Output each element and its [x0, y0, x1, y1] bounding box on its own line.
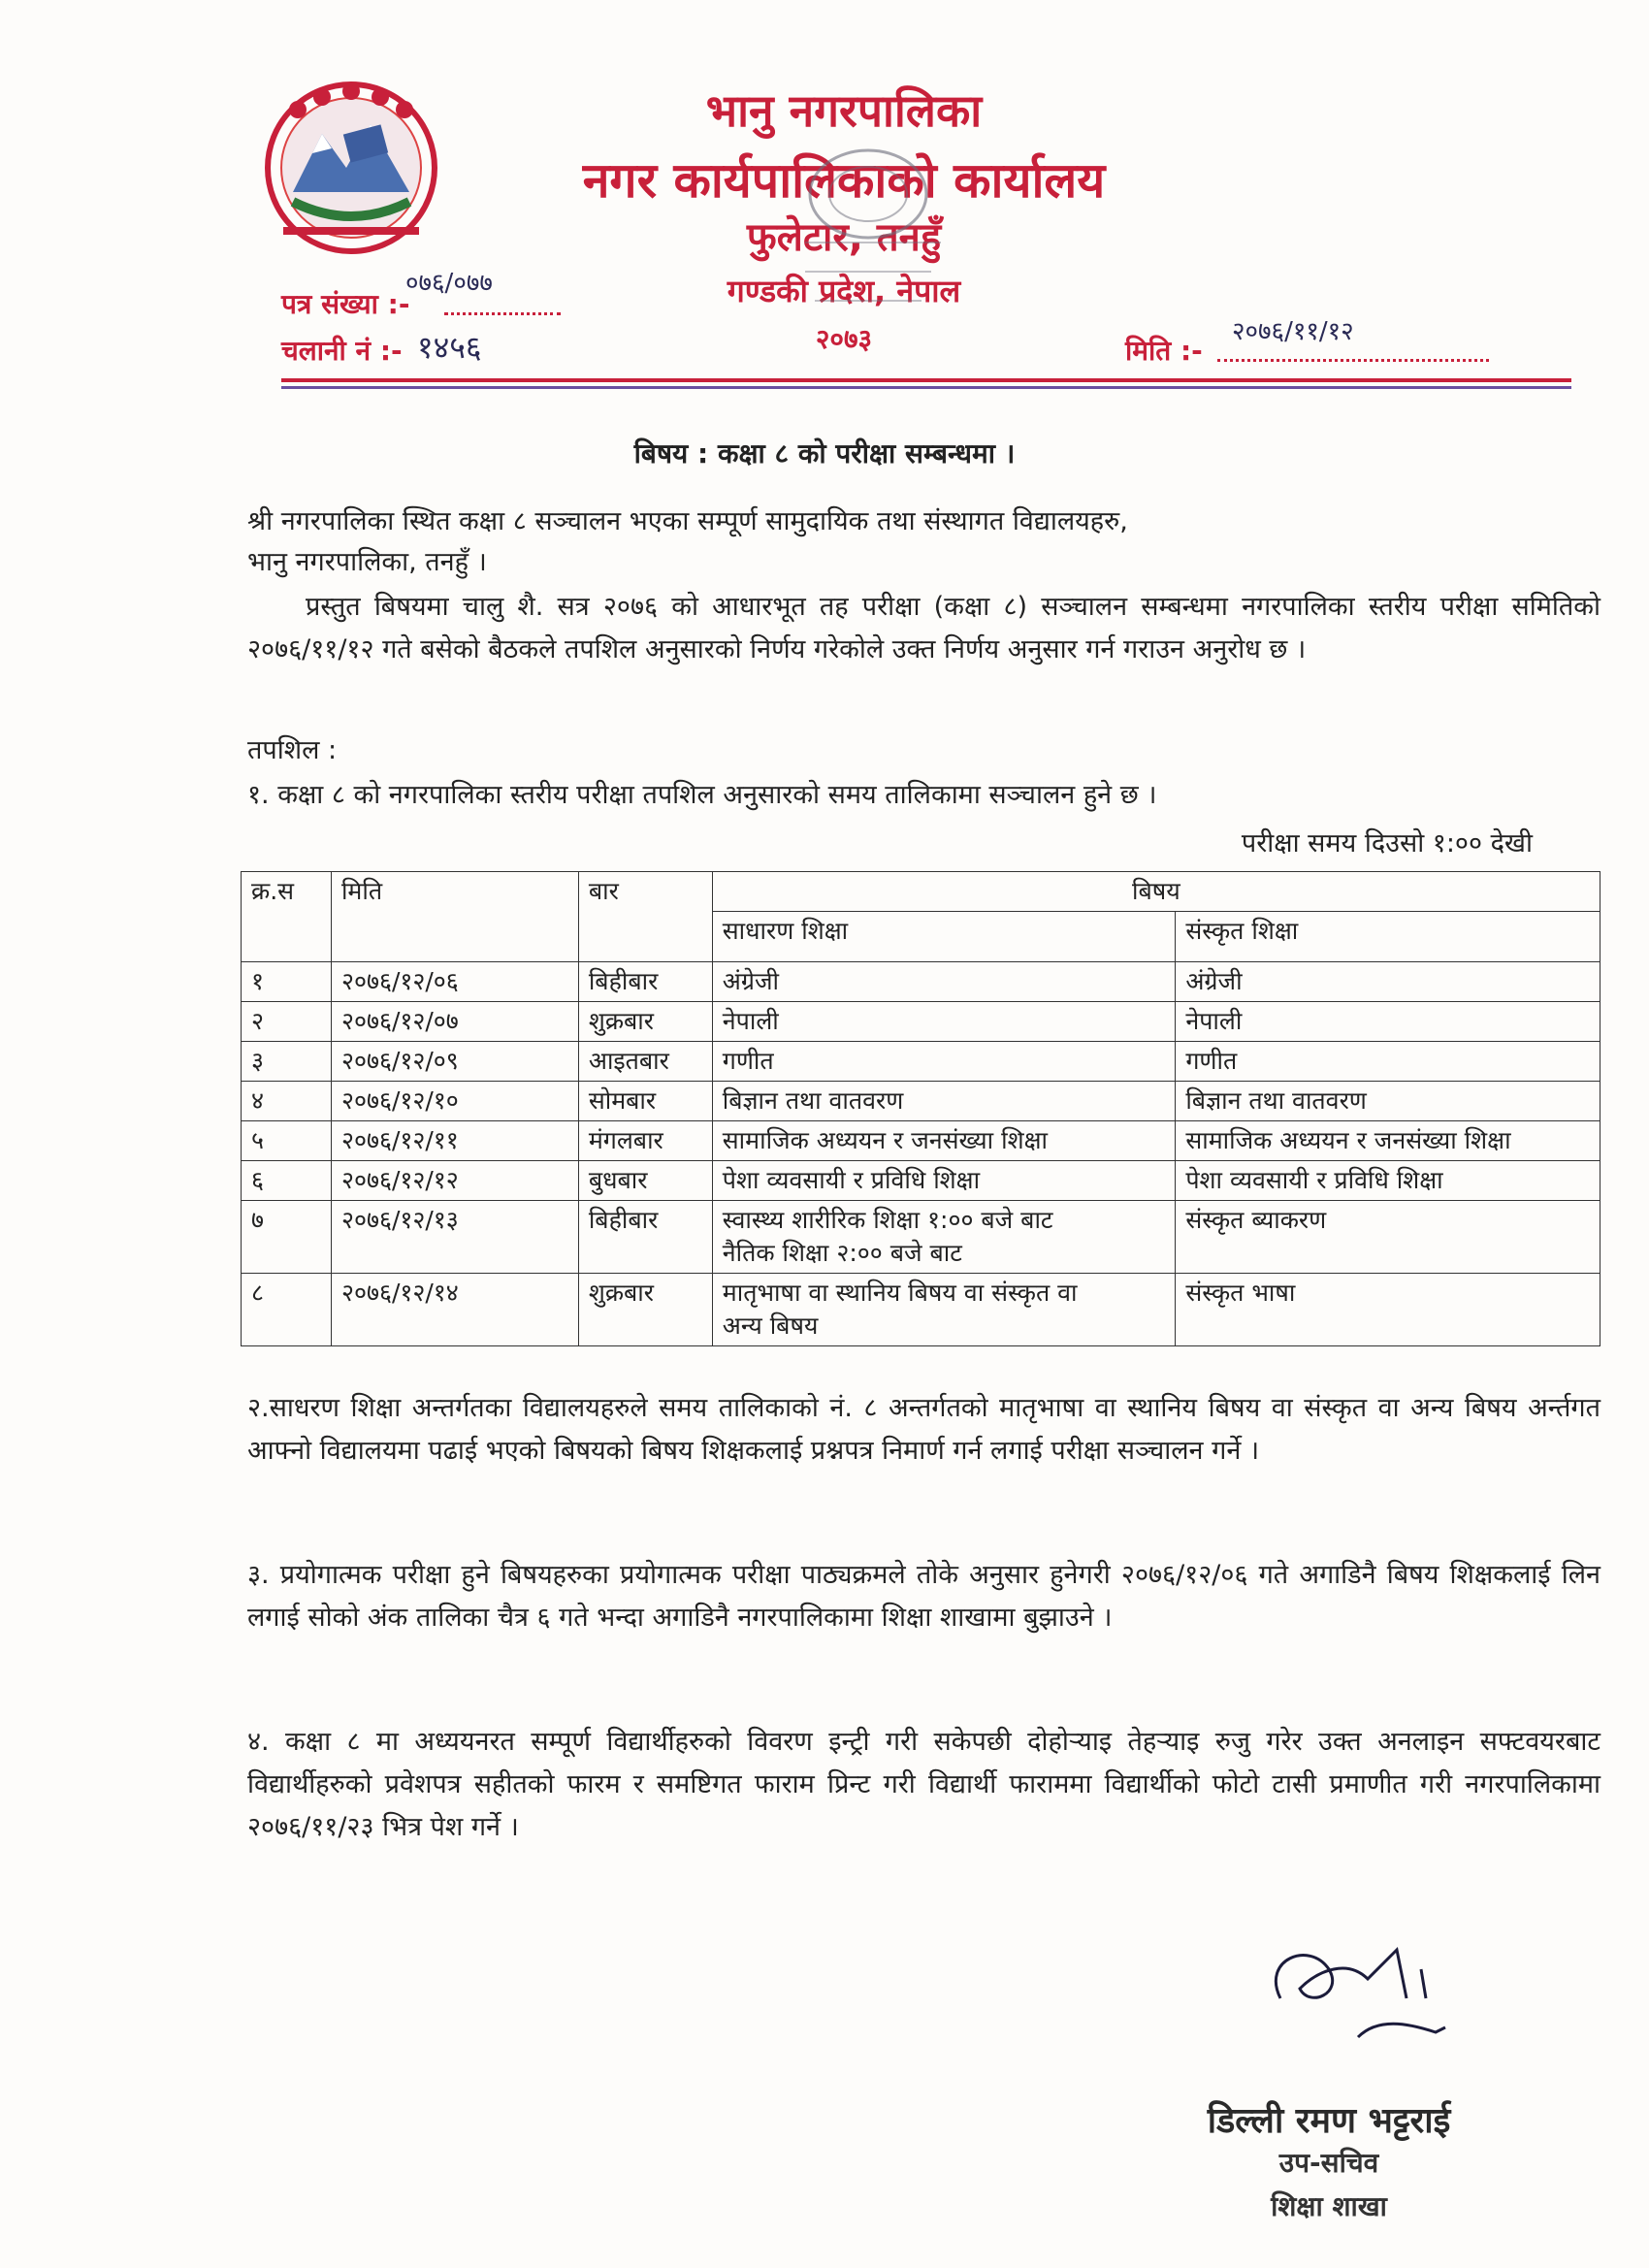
cell-sanskrit: संस्कृत ब्याकरण: [1176, 1201, 1600, 1274]
cell-day: बिहीबार: [578, 962, 712, 1002]
cell-sanskrit: नेपाली: [1176, 1002, 1600, 1042]
cell-sn: १: [242, 962, 332, 1002]
letterhead-rule-red: [281, 378, 1571, 382]
exam-time-note: परीक्षा समय दिउसो १:०० देखी: [1241, 828, 1533, 859]
cell-day: बिहीबार: [578, 1201, 712, 1274]
cell-general: गणीत: [712, 1042, 1176, 1082]
header-sanskrit-education: संस्कृत शिक्षा: [1176, 912, 1600, 962]
cell-sanskrit: पेशा व्यवसायी र प्रविधि शिक्षा: [1176, 1161, 1600, 1201]
cell-sn: ६: [242, 1161, 332, 1201]
cell-sanskrit: बिज्ञान तथा वातवरण: [1176, 1082, 1600, 1121]
cell-sn: ३: [242, 1042, 332, 1082]
table-row: [242, 962, 1600, 1002]
cell-general: सामाजिक अध्ययन र जनसंख्या शिक्षा: [712, 1121, 1176, 1161]
cell-general: [712, 1201, 1176, 1274]
patra-dots: [444, 310, 561, 315]
office-location: फुलेटार, तनहुँ: [746, 215, 942, 260]
cell-sanskrit: गणीत: [1176, 1042, 1600, 1082]
cell-date: २०७६/१२/१०: [331, 1082, 578, 1121]
header-subject: बिषय: [712, 872, 1600, 912]
header-sn: क्र.स: [242, 872, 332, 962]
patra-sankhya-value: ०७६/०७७: [405, 269, 493, 298]
addressee-line-1: श्री नगरपालिका स्थित कक्षा ८ सञ्चालन भएका सम्पूर्ण सामुदायिक तथा संस्थागत विद्यालयहरु,: [247, 506, 1128, 536]
miti-label: मिति :-: [1125, 335, 1203, 367]
cell-sn: ७: [242, 1201, 332, 1274]
cell-general-line-2: नैतिक शिक्षा २:०० बजे बाट: [722, 1239, 962, 1267]
cell-general: नेपाली: [712, 1002, 1176, 1042]
cell-day: आइतबार: [578, 1042, 712, 1082]
cell-day: सोमबार: [578, 1082, 712, 1121]
cell-day: शुक्रबार: [578, 1002, 712, 1042]
cell-general-line-2: अन्य बिषय: [722, 1312, 819, 1340]
org-name: भानु नगरपालिका: [705, 84, 983, 137]
cell-general-line-1: मातृभाषा वा स्थानिय बिषय वा संस्कृत वा: [722, 1279, 1078, 1307]
cell-sn: ५: [242, 1121, 332, 1161]
established-year: २०७३: [815, 323, 873, 355]
point-3: ३. प्रयोगात्मक परीक्षा हुने बिषयहरुका प्रयोगात्मक परीक्षा पाठ्यक्रमले तोके अनुसार हुनेगरी २०७६/१२/०६ गते अगाडिनै बिषय शिक्षकलाई लिन लगाई सोको अंक तालिका चैत्र ६ गते भन्दा अगाडिनै नगरपालिकामा शिक्षा शाखामा बुझाउने ।: [247, 1560, 1600, 1633]
cell-date: २०७६/१२/०९: [331, 1042, 578, 1082]
cell-day: बुधबार: [578, 1161, 712, 1201]
exam-schedule-table: [241, 871, 1600, 1346]
cell-date: २०७६/१२/१४: [331, 1274, 578, 1346]
table-row: [242, 1121, 1600, 1161]
cell-sanskrit: अंग्रेजी: [1176, 962, 1600, 1002]
cell-general: [712, 1274, 1176, 1346]
table-row: [242, 1161, 1600, 1201]
table-row: [242, 1002, 1600, 1042]
point-4: ४. कक्षा ८ मा अध्ययनरत सम्पूर्ण विद्यार्थीहरुको विवरण इन्ट्री गरी सकेपछी दोहोऱ्याइ तेहऱ्याइ रुजु गरेर उक्त अनलाइन सफ्टवयरबाट विद्यार्थीहरुको प्रवेशपत्र सहीतको फारम र समष्टिगत फाराम प्रिन्ट गरी विद्यार्थी फाराममा विद्यार्थीको फोटो टासी प्रमाणीत गरी नगरपालिकामा २०७६/११/२३ भित्र पेश गर्ने ।: [247, 1727, 1600, 1842]
header-day: बार: [578, 872, 712, 962]
cell-sanskrit: संस्कृत भाषा: [1176, 1274, 1600, 1346]
cell-date: २०७६/१२/१२: [331, 1161, 578, 1201]
cell-date: २०७६/१२/०७: [331, 1002, 578, 1042]
signatory-department: शिक्षा शाखा: [1271, 2190, 1387, 2222]
table-row: [242, 1082, 1600, 1121]
header-date: मिति: [331, 872, 578, 962]
signatory-name: डिल्ली रमण भट्टराई: [1207, 2101, 1451, 2141]
patra-sankhya-label: पत्र संख्या :-: [281, 288, 410, 320]
letter-subject: बिषय : कक्षा ८ को परीक्षा सम्बन्धमा ।: [633, 437, 1016, 470]
province-name: गण्डकी प्रदेश, नेपाल: [727, 273, 961, 309]
signatory-post: उप-सचिव: [1278, 2147, 1379, 2179]
table-row: [242, 1201, 1600, 1274]
chalani-value: १४५६: [417, 329, 482, 366]
addressee-line-2: भानु नगरपालिका, तनहुँ ।: [247, 547, 487, 577]
office-name: नगर कार्यपालिकाको कार्यालय: [582, 152, 1106, 209]
point-2: २.साधरण शिक्षा अन्तर्गतका विद्यालयहरुले समय तालिकाको नं. ८ अन्तर्गतको मातृभाषा वा स्थानिय बिषय वा संस्कृत वा अन्य बिषय अर्न्तगत आफ्नो विद्यालयमा पढाई भएको बिषयको बिषय शिक्षकलाई प्रश्नपत्र निमार्ण गर्न लगाई परीक्षा सञ्चालन गर्ने ।: [247, 1393, 1600, 1466]
cell-day: मंगलबार: [578, 1121, 712, 1161]
cell-general: अंग्रेजी: [712, 962, 1176, 1002]
chalani-label: चलानी नं :-: [281, 335, 403, 367]
miti-value: २०७६/११/१२: [1232, 317, 1354, 346]
intro-paragraph: प्रस्तुत बिषयमा चालु शै. सत्र २०७६ को आधारभूत तह परीक्षा (कक्षा ८) सञ्चालन सम्बन्धमा नगरपालिका स्तरीय परीक्षा समितिको २०७६/११/१२ गते बसेको बैठकले तपशिल अनुसारको निर्णय गरेकोले उक्त निर्णय अनुसार गर्न गराउन अनुरोध छ ।: [247, 592, 1600, 664]
cell-day: शुक्रबार: [578, 1274, 712, 1346]
cell-general: बिज्ञान तथा वातवरण: [712, 1082, 1176, 1121]
letterhead-rule-purple: [281, 386, 1571, 389]
cell-sn: ४: [242, 1082, 332, 1121]
tapashil-heading: तपशिल :: [247, 735, 338, 765]
header-general-education: साधारण शिक्षा: [712, 912, 1176, 962]
point-1: १. कक्षा ८ को नगरपालिका स्तरीय परीक्षा तपशिल अनुसारको समय तालिकामा सञ्चालन हुने छ ।: [247, 780, 1157, 810]
table-row: [242, 1274, 1600, 1346]
table-row: [242, 1042, 1600, 1082]
cell-sn: २: [242, 1002, 332, 1042]
cell-date: २०७६/१२/०६: [331, 962, 578, 1002]
cell-sn: ८: [242, 1274, 332, 1346]
cell-sanskrit: सामाजिक अध्ययन र जनसंख्या शिक्षा: [1176, 1121, 1600, 1161]
cell-general: पेशा व्यवसायी र प्रविधि शिक्षा: [712, 1161, 1176, 1201]
miti-dots: [1217, 357, 1489, 362]
cell-date: २०७६/१२/११: [331, 1121, 578, 1161]
office-seal-stamp: [786, 136, 951, 340]
cell-date: २०७६/१२/१३: [331, 1201, 578, 1274]
cell-general-line-1: स्वास्थ्य शारीरिक शिक्षा १:०० बजे बाट: [722, 1206, 1053, 1234]
handwritten-signature: [1251, 1930, 1474, 2076]
